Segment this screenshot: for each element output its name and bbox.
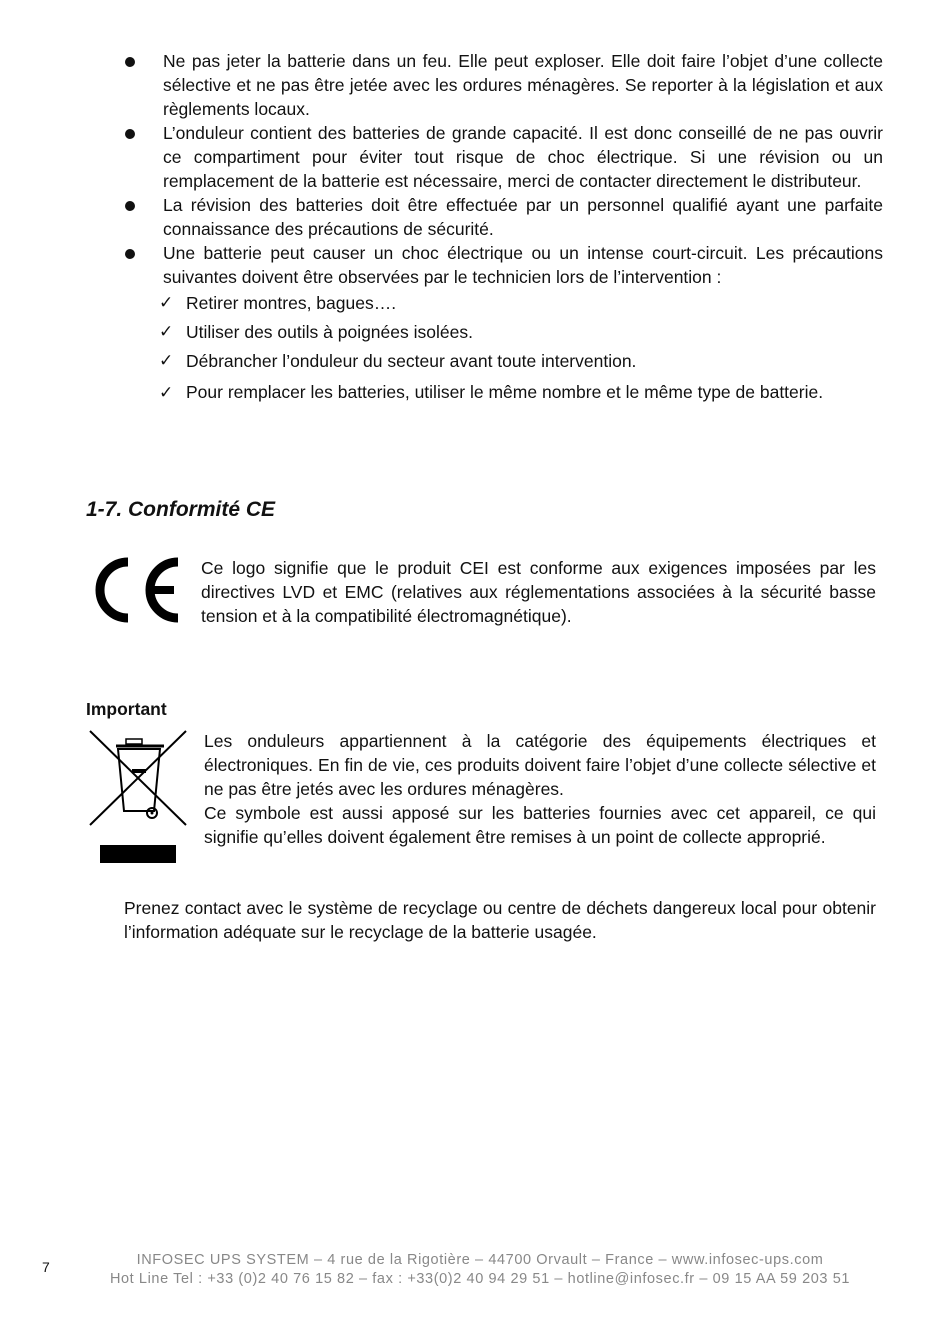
bullet-item: Ne pas jeter la batterie dans un feu. Elle peut exploser. Elle doit faire l’objet d’une collecte sélective et ne pas être jetée avec les ordures ménagères. Se reporter à la législation et aux règlements locaux. xyxy=(123,49,883,121)
recycling-contact-text: Prenez contact avec le système de recyclage ou centre de déchets dangereux local pour obtenir l’information adéquate sur le recyclage de la batterie usagée. xyxy=(124,898,876,942)
checkmark-icon: ✓ xyxy=(159,322,174,341)
checkmark-icon: ✓ xyxy=(159,293,174,312)
bullet-item: L’onduleur contient des batteries de grande capacité. Il est donc conseillé de ne pas ouvrir ce compartiment pour éviter tout risque de choc électrique. Si une révision ou un remplacement de la batterie est nécessaire, merci de contacter directement le distributeur. xyxy=(123,121,883,193)
footer-address: INFOSEC UPS SYSTEM – 4 rue de la Rigotière – 44700 Orvault – France – www.infosec-ups.com xyxy=(136,1252,824,1268)
checklist-item: ✓ Pour remplacer les batteries, utiliser le même nombre et le même type de batterie. xyxy=(123,378,883,407)
checklist-item: ✓ Débrancher l’onduleur du secteur avant toute intervention. xyxy=(159,351,637,371)
bullet-dot-icon xyxy=(125,249,135,259)
precautions-checklist xyxy=(123,291,883,407)
bullet-dot-icon xyxy=(125,201,135,211)
section-title-ce: 1-7. Conformité CE xyxy=(86,498,276,521)
bullet-item: Une batterie peut causer un choc électrique ou un intense court-circuit. Les précautions suivantes doivent être observées par le technicien lors de l’intervention : xyxy=(123,241,883,289)
page-footer xyxy=(80,1251,880,1289)
page-number: 7 xyxy=(42,1259,50,1275)
bullet-dot-icon xyxy=(125,129,135,139)
weee-description xyxy=(204,729,876,849)
weee-paragraph: Les onduleurs appartiennent à la catégorie des équipements électriques et électroniques. En fin de vie, ces produits doivent faire l’objet d’une collecte sélective et ne pas être jetés avec les ordures ménagères. xyxy=(204,731,876,799)
ce-description: Ce logo signifie que le produit CEI est conforme aux exigences imposées par les directives LVD et EMC (relatives aux réglementations associées à la sécurité basse tension et à la compatibilité électromagnétique). xyxy=(201,558,876,626)
ce-mark-logo xyxy=(90,556,182,624)
checkmark-icon: ✓ xyxy=(159,351,174,370)
safety-bullet-list xyxy=(123,49,883,412)
footer-contacts: Hot Line Tel : +33 (0)2 40 76 15 82 – fax : +33(0)2 40 94 29 51 – hotline@infosec.fr – 09 15 AA 59 203 51 xyxy=(109,1271,851,1287)
crossed-out-wheelie-bin-icon xyxy=(88,727,190,867)
bullet-dot-icon xyxy=(125,57,135,67)
checkmark-icon: ✓ xyxy=(159,383,174,402)
weee-paragraph: Ce symbole est aussi apposé sur les batteries fournies avec cet appareil, ce qui signifie qu’elles doivent également être remises à un point de collecte approprié. xyxy=(204,803,876,847)
important-label: Important xyxy=(86,699,167,719)
checklist-item: ✓ Utiliser des outils à poignées isolées. xyxy=(159,322,473,342)
checklist-item: ✓ Retirer montres, bagues…. xyxy=(159,293,397,313)
bullet-item: La révision des batteries doit être effectuée par un personnel qualifié ayant une parfaite connaissance des précautions de sécurité. xyxy=(123,193,883,241)
